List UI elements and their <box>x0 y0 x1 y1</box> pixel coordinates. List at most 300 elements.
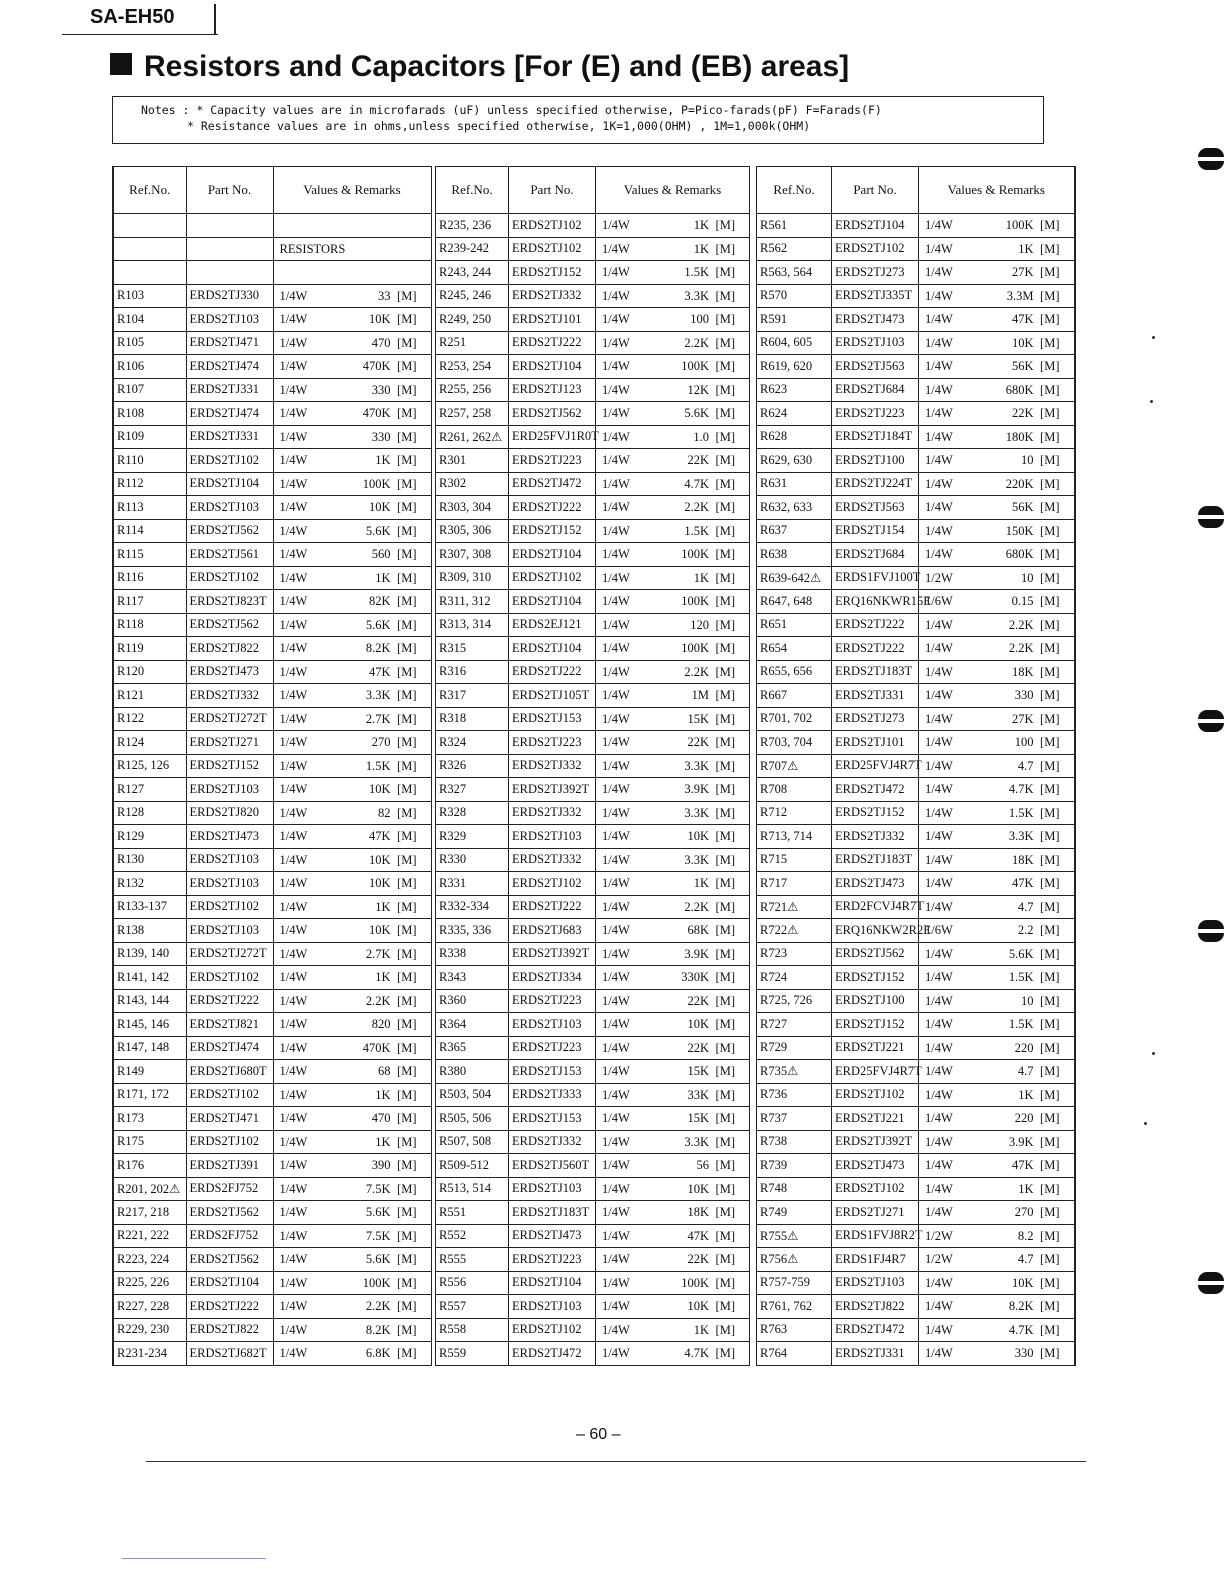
part-no-cell: ERDS2TJ103 <box>509 825 596 849</box>
part-no-cell: ERDS2TJ104 <box>509 355 596 379</box>
table-row <box>757 402 1075 426</box>
part-no-cell: ERDS2TJ471 <box>186 1107 273 1131</box>
wattage: 1/4W <box>925 476 953 491</box>
table-row <box>113 895 431 919</box>
table-row <box>757 684 1075 708</box>
table-row <box>113 566 431 590</box>
resistance-value: 2.2K <box>684 335 709 350</box>
wattage: 1/4W <box>602 359 630 373</box>
table-row <box>757 1271 1075 1295</box>
remark: [M] <box>397 382 417 397</box>
remark: [M] <box>1040 570 1060 585</box>
remark: [M] <box>715 1017 735 1031</box>
ref-no-cell: R654 <box>757 637 832 661</box>
remark: [M] <box>397 1346 417 1360</box>
remark: [M] <box>1040 852 1060 867</box>
table-row <box>436 402 750 426</box>
values-cell <box>919 1107 1075 1131</box>
remark: [M] <box>715 805 735 820</box>
part-no-cell: ERDS2TJ472 <box>509 472 596 496</box>
wattage: 1/4W <box>925 758 953 773</box>
values-cell <box>273 425 431 449</box>
values-cell <box>596 1036 750 1060</box>
remark: [M] <box>715 876 735 890</box>
part-no-cell: ERD25FVJ1R0T <box>509 425 596 449</box>
remark: [M] <box>397 805 417 820</box>
values-cell <box>273 590 431 614</box>
resistance-value: 2.2K <box>684 664 709 679</box>
wattage: 1/4W <box>602 406 630 420</box>
resistance-value: 2.2K <box>684 899 709 914</box>
part-no-cell: ERDS2TJ822 <box>186 1318 273 1342</box>
table-row <box>113 261 431 285</box>
ref-no-cell: R132 <box>113 872 186 896</box>
table-row <box>436 261 750 285</box>
wattage: 1/4W <box>279 1064 308 1078</box>
table-row <box>113 684 431 708</box>
resistance-value: 8.2 <box>1017 1228 1034 1243</box>
remark: [M] <box>397 288 417 303</box>
values-cell <box>273 1201 431 1225</box>
values-cell <box>596 1201 750 1225</box>
table-row <box>436 1342 750 1366</box>
part-no-cell: ERDS2TJ222 <box>186 1295 273 1319</box>
part-no-cell: ERDS2TJ100 <box>832 449 919 473</box>
values-cell <box>273 308 431 332</box>
table-row <box>757 425 1075 449</box>
wattage: 1/4W <box>925 664 953 679</box>
table-row <box>113 472 431 496</box>
remark: [M] <box>397 453 417 467</box>
ref-no-cell: R639-642⚠ <box>757 566 832 590</box>
values-cell <box>919 919 1075 943</box>
resistance-value: 18K <box>1011 852 1034 867</box>
remark: [M] <box>397 782 417 796</box>
ref-no-cell: R103 <box>113 284 186 308</box>
remark: [M] <box>715 758 735 773</box>
table-row <box>757 1060 1075 1084</box>
remark: [M] <box>715 1228 735 1243</box>
values-cell <box>596 1154 750 1178</box>
table-row <box>757 355 1075 379</box>
values-cell <box>919 731 1075 755</box>
values-cell <box>273 1295 431 1319</box>
part-no-cell: ERDS2TJ102 <box>832 237 919 261</box>
ref-no-cell: R707⚠ <box>757 754 832 778</box>
ref-no-cell: R239-242 <box>436 237 509 261</box>
values-cell <box>596 1271 750 1295</box>
values-cell <box>596 496 750 520</box>
remark: [M] <box>397 1322 417 1337</box>
wattage: 1/4W <box>279 1228 308 1243</box>
table-row <box>757 1107 1075 1131</box>
resistance-value: 47K <box>1011 312 1034 326</box>
ref-no-cell: R225, 226 <box>113 1271 186 1295</box>
values-cell <box>919 1083 1075 1107</box>
table-row <box>436 378 750 402</box>
values-cell <box>273 1107 431 1131</box>
table-row <box>113 1342 431 1366</box>
ref-no-cell: R509-512 <box>436 1154 509 1178</box>
wattage: 1/4W <box>602 1181 630 1196</box>
wattage: 1/4W <box>602 288 630 303</box>
remark: [M] <box>715 829 735 843</box>
ref-no-cell: R638 <box>757 543 832 567</box>
values-cell <box>273 613 431 637</box>
wattage: 1/4W <box>602 476 630 491</box>
ref-no-cell: R647, 648 <box>757 590 832 614</box>
remark: [M] <box>715 547 735 561</box>
ref-no-cell: R311, 312 <box>436 590 509 614</box>
wattage: 1/4W <box>925 1087 953 1102</box>
ref-no-cell: R624 <box>757 402 832 426</box>
part-no-cell: ERDS2TJ103 <box>509 1295 596 1319</box>
values-cell <box>919 331 1075 355</box>
wattage: 1/4W <box>279 476 308 491</box>
values-cell <box>273 966 431 990</box>
values-cell <box>273 355 431 379</box>
ref-no-cell: R708 <box>757 778 832 802</box>
ref-no-cell: R117 <box>113 590 186 614</box>
wattage: 1/4W <box>279 946 308 961</box>
part-no-cell: ERDS2TJ333 <box>509 1083 596 1107</box>
remark: [M] <box>397 523 417 538</box>
remark: [M] <box>715 570 735 585</box>
part-no-cell: ERDS2TJ823T <box>186 590 273 614</box>
model-divider <box>214 4 216 35</box>
ref-no-cell: R301 <box>436 449 509 473</box>
values-cell <box>919 1271 1075 1295</box>
wattage: 1/4W <box>925 500 953 514</box>
values-cell <box>273 731 431 755</box>
resistance-value: 1K <box>375 970 391 984</box>
ref-no-cell: R712 <box>757 801 832 825</box>
resistance-value: 4.7 <box>1017 1252 1034 1266</box>
table-row <box>113 801 431 825</box>
binding-tab-icon <box>1194 148 1224 170</box>
remark: [M] <box>1040 1040 1060 1055</box>
ref-no-cell <box>113 214 186 238</box>
resistance-value: 3.3K <box>1008 829 1034 843</box>
resistance-value: 68 <box>378 1064 391 1078</box>
ref-no-cell: R143, 144 <box>113 989 186 1013</box>
scan-dot <box>1144 1122 1147 1125</box>
part-no-cell: ERDS2TJ102 <box>509 214 596 238</box>
model-underline <box>62 34 218 35</box>
wattage: 1/4W <box>279 923 308 937</box>
values-cell <box>919 825 1075 849</box>
resistance-value: 100K <box>1005 218 1034 232</box>
table-row <box>436 1248 750 1272</box>
table-row <box>757 778 1075 802</box>
part-no-cell: ERDS2TJ104 <box>832 214 919 238</box>
binding-tab-icon <box>1194 1272 1224 1294</box>
parts-table-3 <box>756 166 1076 1366</box>
resistance-value: 2.2K <box>365 993 391 1008</box>
part-no-cell: ERDS2TJ332 <box>509 801 596 825</box>
resistance-value: 4.7 <box>1017 1064 1034 1078</box>
wattage: 1/4W <box>602 1299 630 1313</box>
remark: [M] <box>1040 359 1060 373</box>
wattage: 1/4W <box>279 852 308 867</box>
ref-no-cell: R724 <box>757 966 832 990</box>
part-no-cell: ERDS2TJ222 <box>509 660 596 684</box>
part-no-cell: ERDS2TJ183T <box>509 1201 596 1225</box>
resistance-value: 33 <box>378 288 391 303</box>
values-cell <box>596 1177 750 1201</box>
wattage: 1/4W <box>602 1017 630 1031</box>
values-cell <box>596 1060 750 1084</box>
wattage: 1/4W <box>602 852 630 867</box>
table-row <box>113 355 431 379</box>
remark: [M] <box>1040 1322 1060 1337</box>
remark: [M] <box>715 1252 735 1266</box>
remark: [M] <box>715 218 735 232</box>
values-cell <box>596 754 750 778</box>
part-no-cell: ERDS2TJ102 <box>509 872 596 896</box>
wattage: 1/4W <box>602 1205 630 1219</box>
col-header-ref: Ref.No. <box>113 167 186 214</box>
remark: [M] <box>715 1275 735 1290</box>
values-cell <box>919 355 1075 379</box>
part-no-cell: ERDS2TJ153 <box>509 707 596 731</box>
resistance-value: 470K <box>362 359 391 373</box>
ref-no-cell: R139, 140 <box>113 942 186 966</box>
remark: [M] <box>1040 664 1060 679</box>
remark: [M] <box>715 1346 735 1360</box>
page-title-text: Resistors and Capacitors [For (E) and (EB) areas] <box>144 50 850 83</box>
part-no-cell: ERDS2TJ391 <box>186 1154 273 1178</box>
values-cell <box>919 543 1075 567</box>
ref-no-cell: R713, 714 <box>757 825 832 849</box>
values-cell <box>596 1083 750 1107</box>
part-no-cell: ERDS2TJ224T <box>832 472 919 496</box>
resistance-value: 1K <box>375 453 391 467</box>
table-row <box>757 613 1075 637</box>
wattage: 1/4W <box>925 406 953 420</box>
resistance-value: 10K <box>368 500 391 514</box>
table-row <box>757 1083 1075 1107</box>
col-header-values: Values & Remarks <box>919 167 1075 214</box>
ref-no-cell: R122 <box>113 707 186 731</box>
ref-no-cell: R327 <box>436 778 509 802</box>
table-row <box>757 284 1075 308</box>
part-no-cell: ERDS2TJ103 <box>186 872 273 896</box>
table-row <box>113 637 431 661</box>
values-cell <box>596 731 750 755</box>
binding-tab-icon <box>1194 920 1224 942</box>
part-no-cell: ERDS2TJ474 <box>186 1036 273 1060</box>
remark: [M] <box>715 1181 735 1196</box>
resistance-value: 68K <box>687 923 709 937</box>
ref-no-cell: R251 <box>436 331 509 355</box>
table-row <box>113 449 431 473</box>
values-cell <box>919 942 1075 966</box>
ref-no-cell: R703, 704 <box>757 731 832 755</box>
wattage: 1/4W <box>925 1158 953 1172</box>
values-cell <box>919 449 1075 473</box>
resistance-value: 1K <box>1018 241 1034 256</box>
resistance-value: 1K <box>693 218 709 232</box>
remark: [M] <box>715 476 735 491</box>
resistance-value: 470 <box>371 335 391 350</box>
table-row <box>757 472 1075 496</box>
values-cell <box>919 754 1075 778</box>
part-no-cell: ERDS2TJ473 <box>832 308 919 332</box>
table-row <box>757 1248 1075 1272</box>
part-no-cell: ERDS2TJ560T <box>509 1154 596 1178</box>
resistance-value: 100K <box>681 547 709 561</box>
wattage: 1/4W <box>279 993 308 1008</box>
part-no-cell: ERDS1FJ4R7 <box>832 1248 919 1272</box>
resistance-value: 10K <box>687 1299 709 1313</box>
values-cell <box>919 684 1075 708</box>
wattage: 1/4W <box>925 218 953 232</box>
ref-no-cell: R343 <box>436 966 509 990</box>
wattage: 1/4W <box>925 1134 953 1149</box>
values-cell <box>919 1201 1075 1225</box>
part-no-cell: ERDS2TJ104 <box>186 472 273 496</box>
remark: [M] <box>1040 617 1060 632</box>
ref-no-cell: R114 <box>113 519 186 543</box>
values-cell <box>273 989 431 1013</box>
values-cell <box>596 1248 750 1272</box>
table-row <box>757 1201 1075 1225</box>
ref-no-cell: R717 <box>757 872 832 896</box>
values-cell <box>919 1060 1075 1084</box>
table-row <box>757 660 1075 684</box>
wattage: 1/4W <box>279 570 308 585</box>
ref-no-cell: R106 <box>113 355 186 379</box>
values-cell <box>596 237 750 261</box>
part-no-cell: ERDS2TJ154 <box>832 519 919 543</box>
ref-no-cell: R763 <box>757 1318 832 1342</box>
part-no-cell <box>186 237 273 261</box>
table-row <box>436 942 750 966</box>
resistance-value: 22K <box>687 453 709 467</box>
values-cell <box>919 590 1075 614</box>
remark: [M] <box>1040 899 1060 914</box>
resistance-value: 10K <box>368 782 391 796</box>
table-row <box>757 1342 1075 1366</box>
wattage: 1/4W <box>279 1252 308 1266</box>
table-row <box>113 989 431 1013</box>
wattage: 1/4W <box>602 312 630 326</box>
part-no-cell: ERDS2TJ223 <box>509 731 596 755</box>
part-no-cell: ERDS2TJ332 <box>509 754 596 778</box>
wattage: 1/4W <box>925 1181 953 1196</box>
remark: [M] <box>397 1064 417 1078</box>
wattage: 1/4W <box>279 735 308 749</box>
wattage: 1/4W <box>279 547 308 561</box>
resistance-value: 5.6K <box>684 406 709 420</box>
wattage: 1/4W <box>602 547 630 561</box>
remark: [M] <box>1040 641 1060 655</box>
table-row <box>757 1154 1075 1178</box>
ref-no-cell: R324 <box>436 731 509 755</box>
wattage: 1/4W <box>602 970 630 984</box>
part-no-cell: ERDS2TJ392T <box>832 1130 919 1154</box>
part-no-cell: ERDS2TJ822 <box>832 1295 919 1319</box>
part-no-cell: ERDS2TJ103 <box>509 1013 596 1037</box>
table-row <box>113 519 431 543</box>
wattage: 1/4W <box>279 876 308 890</box>
wattage: 1/4W <box>602 1346 630 1360</box>
wattage: 1/4W <box>925 782 953 796</box>
wattage: 1/4W <box>602 805 630 820</box>
values-cell <box>596 966 750 990</box>
wattage: 1/4W <box>279 758 308 773</box>
table-row <box>113 1013 431 1037</box>
table-row <box>757 848 1075 872</box>
resistance-value: 12K <box>687 382 709 397</box>
wattage: 1/4W <box>925 265 953 279</box>
remark: [M] <box>397 429 417 444</box>
remark: [M] <box>715 923 735 937</box>
table-row <box>757 590 1075 614</box>
scan-dot <box>1150 400 1153 403</box>
resistance-value: 10K <box>368 876 391 890</box>
remark: [M] <box>1040 1134 1060 1149</box>
resistance-value: 560 <box>371 547 391 561</box>
part-no-cell: ERDS2TJ683 <box>509 919 596 943</box>
remark: [M] <box>1040 970 1060 984</box>
ref-no-cell: R701, 702 <box>757 707 832 731</box>
remark: [M] <box>397 547 417 561</box>
remark: [M] <box>715 1111 735 1125</box>
remark: [M] <box>715 288 735 303</box>
wattage: 1/4W <box>925 993 953 1008</box>
remark: [M] <box>715 265 735 279</box>
table-row <box>436 1318 750 1342</box>
values-cell <box>596 989 750 1013</box>
resistance-value: 56K <box>1011 500 1034 514</box>
resistance-value: 47K <box>1011 876 1034 890</box>
resistance-value: 2.7K <box>365 946 391 961</box>
remark: [M] <box>1040 1252 1060 1266</box>
ref-no-cell: R628 <box>757 425 832 449</box>
table-row <box>757 825 1075 849</box>
ref-no-cell: R231-234 <box>113 1342 186 1366</box>
table-row <box>113 378 431 402</box>
ref-no-cell: R570 <box>757 284 832 308</box>
ref-no-cell: R107 <box>113 378 186 402</box>
part-no-cell: ERDS2TJ223 <box>509 1036 596 1060</box>
remark: [M] <box>715 1134 735 1149</box>
values-cell <box>596 778 750 802</box>
resistance-value: 18K <box>687 1205 709 1219</box>
remark: [M] <box>1040 876 1060 890</box>
remark: [M] <box>1040 476 1060 491</box>
values-cell <box>273 637 431 661</box>
resistance-value: 4.7 <box>1017 758 1034 773</box>
wattage: 1/4W <box>279 335 308 350</box>
table-row <box>757 1013 1075 1037</box>
remark: [M] <box>1040 1275 1060 1290</box>
page-number: – 60 – <box>576 1426 621 1443</box>
wattage: 1/4W <box>925 1299 953 1313</box>
wattage: 1/4W <box>279 617 308 632</box>
ref-no-cell: R245, 246 <box>436 284 509 308</box>
resistance-value: 330 <box>371 429 391 444</box>
part-no-cell: ERDS2TJ222 <box>509 331 596 355</box>
ref-no-cell: R318 <box>436 707 509 731</box>
table-row <box>436 801 750 825</box>
values-cell <box>273 825 431 849</box>
table-row <box>113 425 431 449</box>
wattage: 1/4W <box>279 523 308 538</box>
part-no-cell: ERDS2TJ472 <box>832 1318 919 1342</box>
